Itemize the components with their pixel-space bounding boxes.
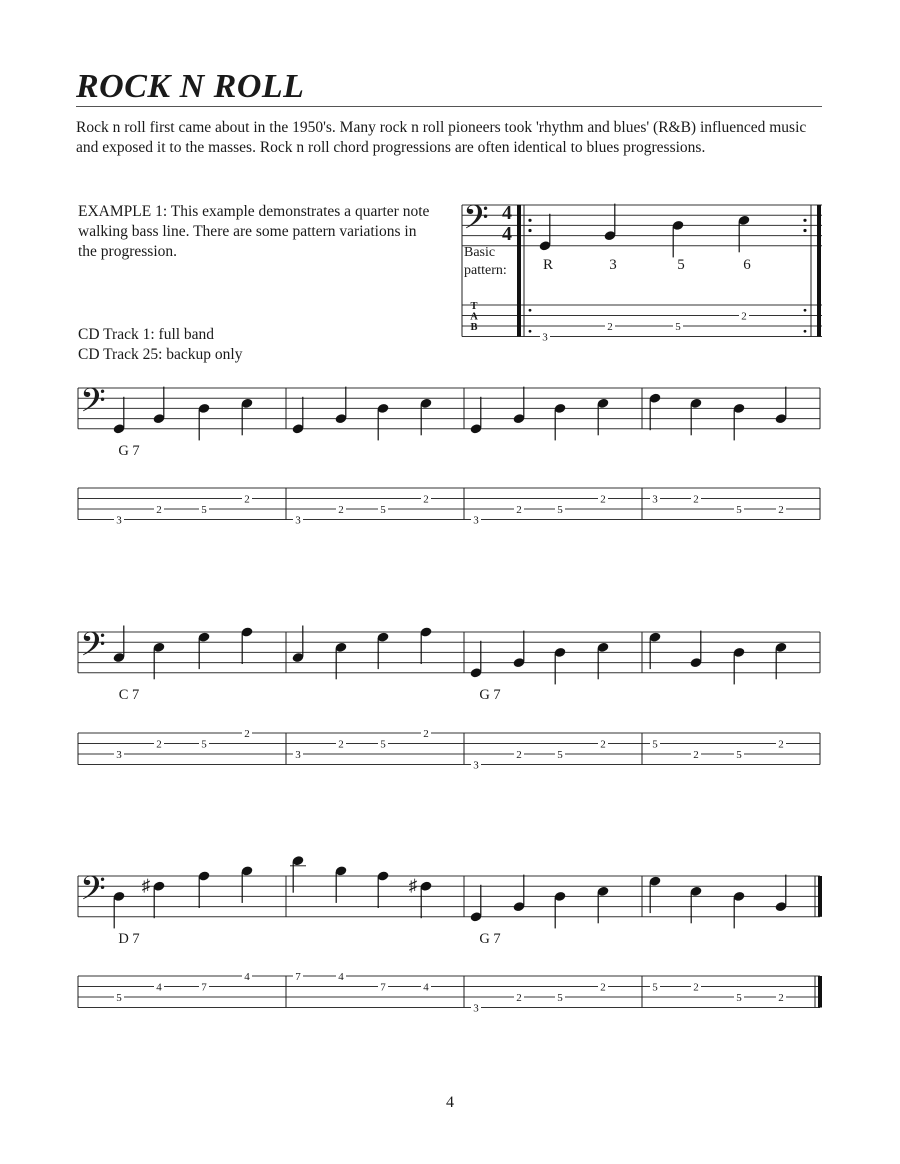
tab-clef-letter: T (470, 301, 478, 312)
tab-fret-number: 3 (652, 493, 658, 506)
tab-fret-number: 2 (423, 493, 429, 506)
tab-fret-number: 5 (736, 992, 742, 1004)
tab-fret-number: 2 (600, 493, 606, 506)
repeat-dot (804, 330, 807, 333)
tab-clef-letter: A (470, 311, 478, 323)
tab-fret-number: 3 (295, 514, 301, 527)
sharp-accidental-icon: ♯ (141, 876, 151, 896)
tab-fret-number: 5 (380, 738, 386, 751)
tab-fret-number: 5 (675, 321, 681, 333)
sharp-accidental-icon: ♯ (408, 876, 418, 896)
tab-fret-number: 5 (736, 749, 742, 761)
bass-clef-icon: 𝄢 (80, 870, 106, 916)
tab-fret-number: 3 (473, 514, 479, 527)
tab-fret-number: 5 (652, 981, 658, 994)
tab-fret-number: 4 (156, 981, 162, 994)
interval-label: R (542, 257, 554, 273)
cd-track-full-band: CD Track 1: full band (78, 326, 215, 343)
tab-fret-number: 2 (778, 738, 784, 751)
tab-fret-number: 2 (516, 992, 522, 1004)
repeat-thick-bar (517, 205, 521, 337)
chord-symbol: G 7 (118, 443, 140, 459)
tab-fret-number: 2 (423, 728, 429, 740)
tab-fret-number: 4 (244, 971, 250, 983)
repeat-dot (804, 309, 807, 312)
tab-fret-number: 2 (516, 504, 522, 516)
tab-fret-number: 7 (201, 981, 207, 994)
tab-fret-number: 2 (516, 749, 522, 761)
cd-track-backup: CD Track 25: backup only (78, 346, 243, 363)
tab-fret-number: 7 (295, 971, 301, 983)
tab-fret-number: 2 (156, 504, 162, 516)
tab-fret-number: 5 (201, 504, 207, 516)
tab-fret-number: 2 (244, 728, 250, 740)
tab-fret-number: 2 (338, 504, 344, 516)
page-number: 4 (446, 1094, 454, 1111)
bass-clef-icon: 𝄢 (80, 626, 106, 672)
tab-fret-number: 2 (778, 992, 784, 1004)
interval-label: 6 (743, 257, 751, 273)
tab-fret-number: 5 (557, 992, 563, 1004)
final-barline (818, 876, 822, 917)
page-title: ROCK N ROLL (76, 68, 305, 105)
tab-fret-number: 5 (380, 504, 386, 516)
tab-fret-number: 5 (736, 504, 742, 516)
tab-fret-number: 2 (778, 504, 784, 516)
repeat-dot (528, 229, 531, 232)
intro-paragraph: Rock n roll first came about in the 1950's. Many rock n roll pioneers took 'rhythm and blues' (R&B) influenced music and exposed it to the masses. Rock n roll chord progressions are often identical to blues progressions. (76, 119, 807, 156)
time-signature-top: 4 (502, 202, 512, 224)
interval-label: 5 (677, 257, 685, 273)
tab-fret-number: 5 (557, 504, 563, 516)
bass-clef-icon: 𝄢 (80, 382, 106, 428)
repeat-thick-bar (817, 205, 821, 337)
tab-fret-number: 2 (693, 749, 699, 761)
tab-fret-number: 3 (295, 749, 301, 761)
tab-fret-number: 2 (693, 493, 699, 506)
repeat-dot (803, 229, 806, 232)
example-description: EXAMPLE 1: This example demonstrates a quarter note walking bass line. There are some pattern variations in the progression. (78, 203, 430, 260)
tab-fret-number: 3 (542, 331, 548, 344)
tab-fret-number: 5 (201, 738, 207, 751)
chord-symbol: C 7 (118, 687, 140, 703)
repeat-dot (528, 219, 531, 222)
tab-fret-number: 2 (156, 738, 162, 751)
chord-symbol: G 7 (479, 931, 501, 947)
time-signature-bottom: 4 (502, 223, 512, 245)
tab-fret-number: 4 (423, 981, 429, 994)
tab-fret-number: 3 (116, 749, 122, 761)
repeat-dot (529, 309, 532, 312)
tab-clef-letter: B (470, 322, 478, 333)
tab-fret-number: 3 (473, 1002, 479, 1015)
tab-fret-number: 5 (652, 738, 658, 751)
bass-clef-icon: 𝄢 (463, 199, 489, 245)
tab-fret-number: 2 (600, 981, 606, 994)
tab-fret-number: 2 (741, 310, 747, 323)
tab-fret-number: 3 (116, 514, 122, 527)
interval-label: 3 (609, 257, 617, 273)
pattern-label-basic: Basic (464, 245, 496, 260)
chord-symbol: G 7 (479, 687, 501, 703)
tab-fret-number: 2 (693, 981, 699, 994)
tab-fret-number: 2 (244, 493, 250, 506)
repeat-dot (803, 219, 806, 222)
tab-fret-number: 2 (338, 738, 344, 751)
tab-fret-number: 5 (557, 749, 563, 761)
tab-fret-number: 5 (116, 992, 122, 1004)
tab-fret-number: 2 (600, 738, 606, 751)
tab-fret-number: 4 (338, 971, 344, 983)
pattern-label-pattern: pattern: (464, 263, 507, 278)
tab-fret-number: 3 (473, 759, 479, 772)
chord-symbol: D 7 (118, 931, 140, 947)
tab-fret-number: 7 (380, 981, 386, 994)
repeat-dot (529, 330, 532, 333)
final-barline (818, 976, 822, 1008)
tab-fret-number: 2 (607, 321, 613, 333)
